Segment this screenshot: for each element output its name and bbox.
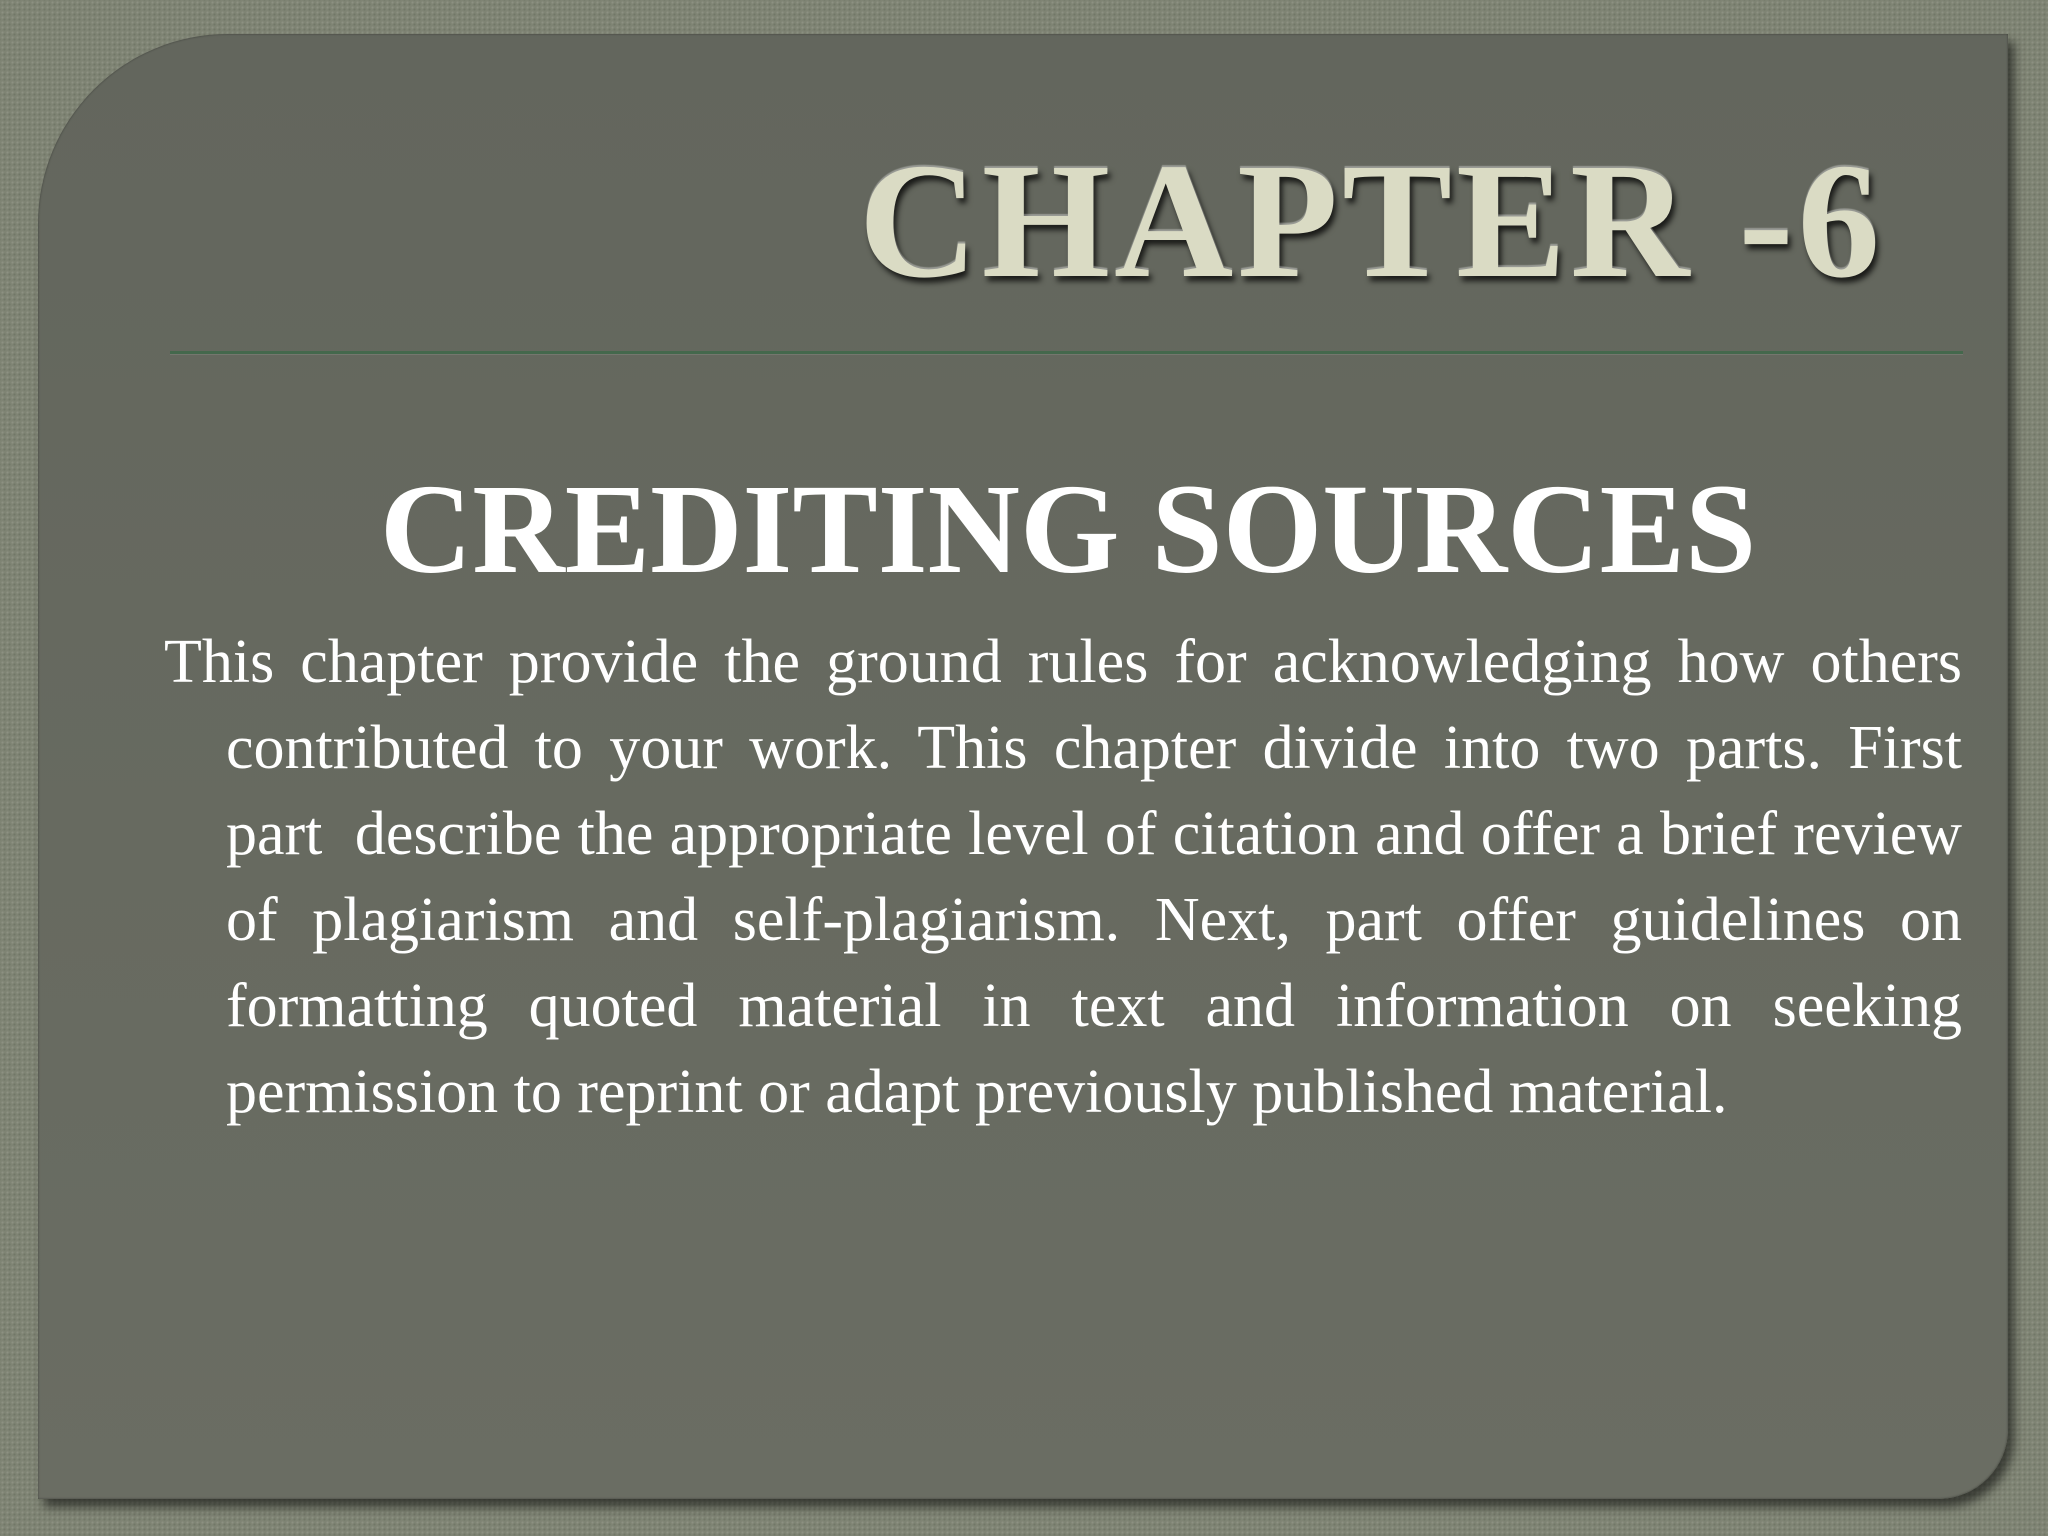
section-heading: CREDITING SOURCES <box>379 458 1757 600</box>
slide-panel <box>38 34 2008 1499</box>
chapter-title: CHAPTER -6 <box>858 129 1884 312</box>
body-paragraph: This chapter provide the ground rules for acknowledging how others contributed to your work. This chapter divide into two parts. First part describe the appropriate level of citation and offer a brief review of plagiarism and self-plagiarism. Next, part offer guidelines on formatting quoted material in text and information on seeking permission to reprint or adapt previously published material. <box>164 628 1978 1126</box>
title-divider <box>170 351 1963 354</box>
